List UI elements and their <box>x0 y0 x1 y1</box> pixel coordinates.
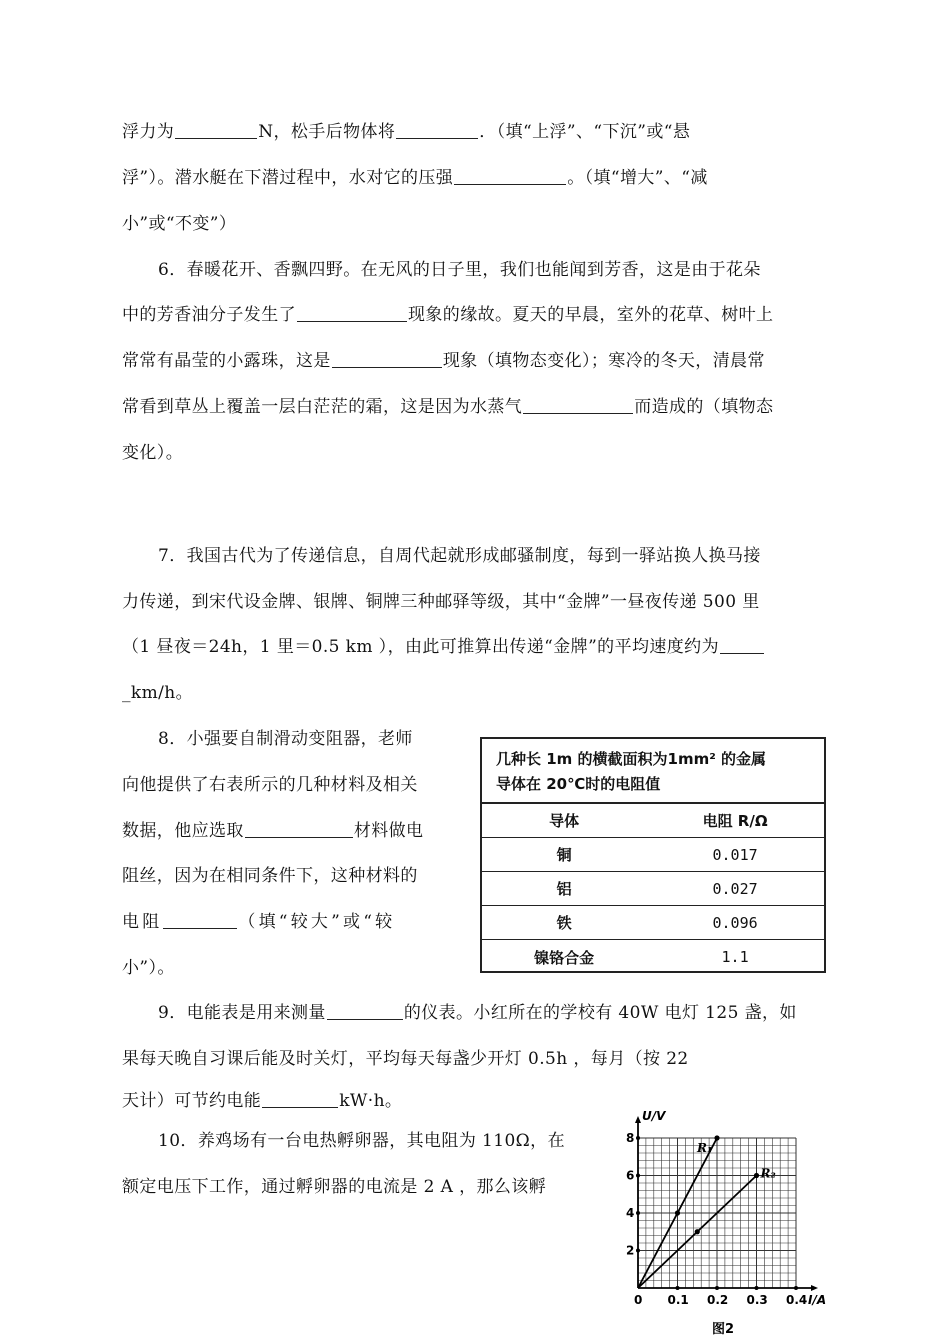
answer-blank[interactable] <box>163 912 237 929</box>
q5-line-1 <box>122 121 690 143</box>
q9-line-1 <box>158 1002 797 1024</box>
q6-text: 中的芳香油分子发生了 <box>122 305 296 325</box>
q7-line-4: _km/h。 <box>122 683 193 703</box>
data-point <box>675 1210 680 1215</box>
material-name: 铜 <box>556 846 572 864</box>
q6-text: 现象（填物态变化）；寒冷的冬天，清晨常 <box>442 351 765 371</box>
q10-line-2: 额定电压下工作，通过孵卵器的电流是 2 A ，那么该孵 <box>122 1177 547 1197</box>
q8-line-5 <box>122 911 395 933</box>
y-axis-arrow <box>635 1116 641 1123</box>
column-header-resistance: 电阻 R/Ω <box>702 812 768 830</box>
q8-text: 数据，他应选取 <box>122 821 244 841</box>
resistance-value: 0.017 <box>712 845 758 864</box>
answer-blank[interactable] <box>327 1003 403 1020</box>
series-label: R₂ <box>760 1166 776 1181</box>
q9-text: 天计）可节约电能 <box>122 1091 262 1111</box>
q6-line-2 <box>122 304 773 326</box>
table-caption-line: 导体在 20℃时的电阻值 <box>496 775 661 793</box>
q5-text: 浮”）。潜水艇在下潜过程中，水对它的压强 <box>122 168 454 188</box>
q5-text: ．（填“上浮”、“下沉”或“悬 <box>479 122 691 142</box>
q5-line-2 <box>122 167 708 189</box>
q8-line-2: 向他提供了右表所示的几种材料及相关 <box>122 775 418 795</box>
answer-blank[interactable] <box>262 1091 338 1108</box>
q7-line-2: 力传递，到宋代设金牌、银牌、铜牌三种邮驿等级，其中“金牌”一昼夜传递 500 里 <box>122 592 760 612</box>
data-point <box>695 1229 700 1234</box>
q6-text: 常看到草丛上覆盖一层白茫茫的霜，这是因为水蒸气 <box>122 397 523 417</box>
data-point <box>714 1135 719 1140</box>
table-row <box>482 838 824 872</box>
material-name: 镍铬合金 <box>534 948 595 967</box>
data-point <box>754 1173 759 1178</box>
q5-line-3: 小”或“不变”） <box>122 214 237 234</box>
answer-blank[interactable] <box>454 168 566 185</box>
material-name: 铁 <box>556 914 572 932</box>
q10-line-1: 10．养鸡场有一台电热孵卵器，其电阻为 110Ω，在 <box>158 1131 565 1151</box>
q9-text: 9．电能表是用来测量 <box>158 1003 326 1023</box>
q6-line-1: 6．春暖花开、香飘四野。在无风的日子里，我们也能闻到芳香，这是由于花朵 <box>158 260 761 280</box>
y-tick-dot <box>636 1136 640 1140</box>
q5-text: 浮力为 <box>122 122 175 142</box>
graph-series <box>638 1135 776 1288</box>
x-tick-dot <box>794 1286 798 1290</box>
q8-line-1: 8．小强要自制滑动变阻器，老师 <box>158 729 413 749</box>
q9-line-2: 果每天晚自习课后能及时关灯，平均每天每盏少开灯 0.5h ，每月（按 22 <box>122 1049 689 1069</box>
x-axis-arrow <box>811 1285 818 1291</box>
y-tick-dot <box>636 1211 640 1215</box>
x-tick-dot <box>676 1286 680 1290</box>
q8-line-6: 小”）。 <box>122 958 175 978</box>
resistance-value: 0.096 <box>712 913 758 932</box>
y-tick-dot <box>636 1249 640 1253</box>
x-tick-label: 0.4 <box>786 1293 808 1307</box>
q8-text: 电阻 <box>122 912 163 932</box>
table-row <box>482 872 824 906</box>
q7-line-3 <box>122 636 765 658</box>
table-header-row <box>482 804 824 838</box>
x-axis-label: I/A <box>808 1293 827 1307</box>
figure-caption: 图2 <box>712 1322 735 1337</box>
x-tick-label: 0.3 <box>746 1293 768 1307</box>
answer-blank[interactable] <box>396 122 478 139</box>
answer-blank[interactable] <box>175 122 257 139</box>
q6-line-4 <box>122 396 773 418</box>
series-label: R₁ <box>697 1141 713 1155</box>
q6-text: 现象的缘故。夏天的早晨，室外的花草、树叶上 <box>408 305 774 325</box>
x-tick-label: 0.1 <box>667 1293 689 1307</box>
y-tick-label: 4 <box>626 1206 635 1220</box>
answer-blank[interactable] <box>297 305 407 322</box>
q9-text: kW·h。 <box>339 1091 403 1111</box>
x-tick-label: 0 <box>634 1293 643 1307</box>
q8-line-4: 阻丝，因为在相同条件下，这种材料的 <box>122 866 418 886</box>
y-axis-label: U/V <box>642 1109 666 1123</box>
answer-blank[interactable] <box>332 351 442 368</box>
q6-line-3 <box>122 350 765 372</box>
y-tick-dot <box>636 1174 640 1178</box>
q6-text: 常常有晶莹的小露珠，这是 <box>122 351 331 371</box>
q6-text: 而造成的（填物态 <box>634 397 774 417</box>
x-tick-label: 0.2 <box>707 1293 729 1307</box>
x-tick-dot <box>755 1286 759 1290</box>
x-tick-dot <box>715 1286 719 1290</box>
table-caption <box>482 739 824 804</box>
q9-line-3 <box>122 1090 402 1112</box>
q8-line-3 <box>122 820 423 842</box>
resistance-value: 1.1 <box>721 948 749 966</box>
q8-text: （填“较大”或“较 <box>238 912 396 932</box>
answer-blank[interactable] <box>245 821 353 838</box>
q9-text: 的仪表。小红所在的学校有 40W 电灯 125 盏，如 <box>403 1003 797 1023</box>
resistance-table <box>480 737 826 973</box>
y-tick-label: 8 <box>626 1131 635 1145</box>
table-caption-line: 几种长 1m 的横截面积为1mm² 的金属 <box>496 750 767 768</box>
q8-text: 材料做电 <box>353 821 424 841</box>
q5-text: N，松手后物体将 <box>258 122 396 142</box>
q7-line-1: 7．我国古代为了传递信息，自周代起就形成邮骚制度，每到一驿站换人换马接 <box>158 546 761 566</box>
ui-graph <box>612 1108 844 1338</box>
column-header-conductor: 导体 <box>549 812 580 830</box>
q7-text: （1 昼夜＝24h，1 里＝0.5 km ），由此可推算出传递“金牌”的平均速度约为 <box>122 637 719 657</box>
q6-line-5: 变化）。 <box>122 443 184 463</box>
material-name: 铝 <box>556 880 572 898</box>
answer-blank[interactable] <box>720 637 764 654</box>
resistance-value: 0.027 <box>712 879 758 898</box>
q5-text: 。（填“增大”、“减 <box>567 168 708 188</box>
y-tick-label: 2 <box>626 1243 635 1258</box>
y-tick-label: 6 <box>626 1168 635 1183</box>
answer-blank[interactable] <box>523 397 633 414</box>
table-row <box>482 940 824 974</box>
table-row <box>482 906 824 940</box>
